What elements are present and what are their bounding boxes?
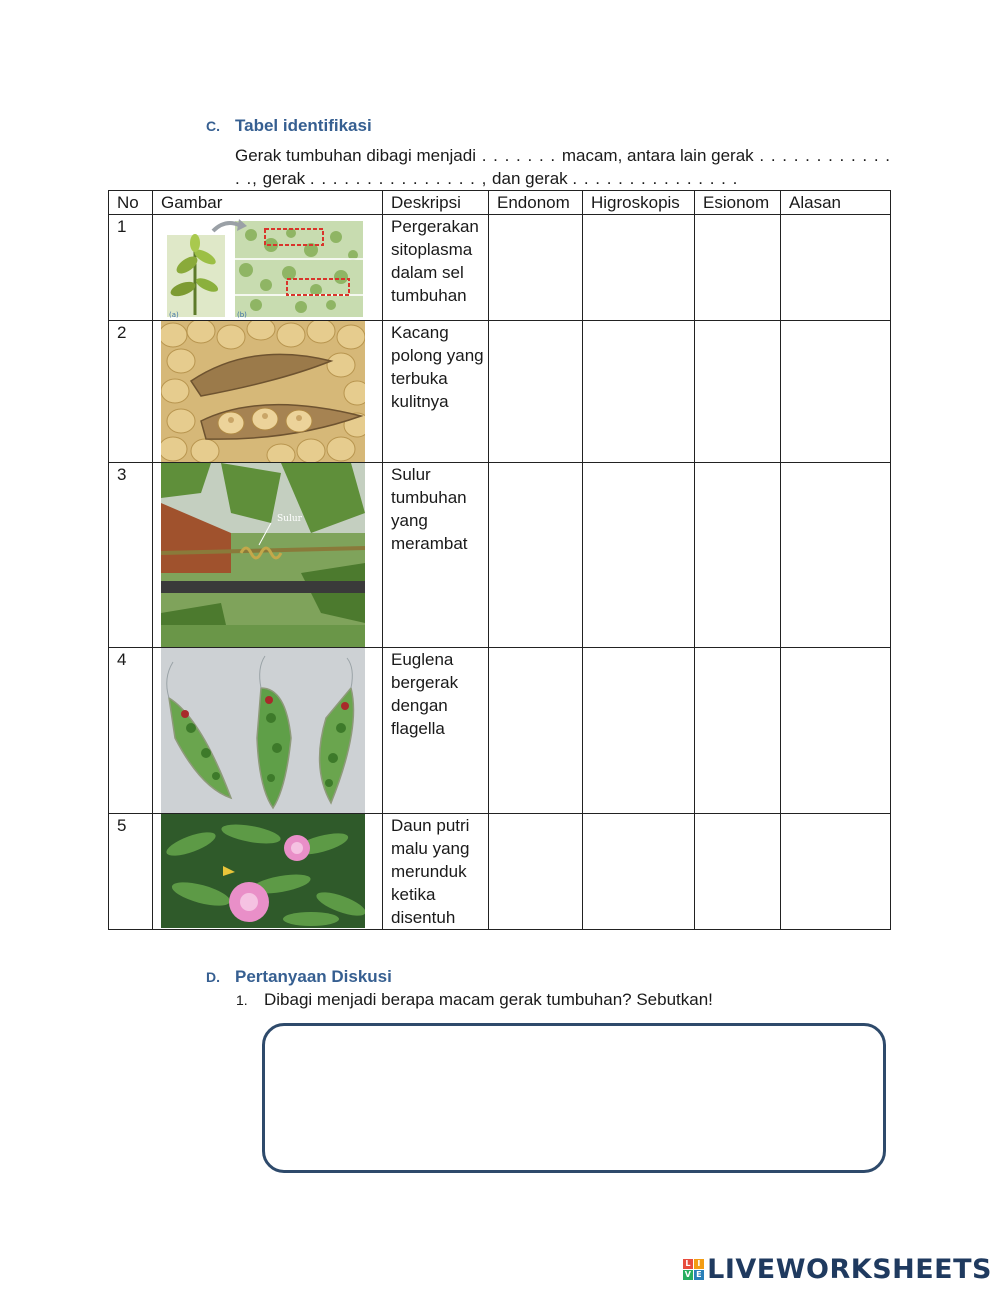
- row-no: 3: [109, 463, 153, 648]
- euglena-image: [161, 648, 365, 813]
- row-description: Sulur tumbuhan yang merambat: [383, 463, 489, 648]
- cytoplasm-streaming-image: [161, 215, 365, 319]
- row-image-cell: [153, 215, 383, 321]
- sulur-label: Sulur: [277, 514, 302, 524]
- table-header-row: [109, 191, 891, 215]
- header-higroskopis: Higroskopis: [583, 191, 695, 215]
- mimosa-image: [161, 814, 365, 928]
- cell-endonom[interactable]: [489, 814, 583, 930]
- header-deskripsi: Deskripsi: [383, 191, 489, 215]
- header-gambar: Gambar: [153, 191, 383, 215]
- row-description: Pergerakan sitoplasma dalam sel tumbuhan: [383, 215, 489, 321]
- cell-higroskopis[interactable]: [583, 463, 695, 648]
- cell-endonom[interactable]: [489, 463, 583, 648]
- row-description: Euglena bergerak dengan flagella: [383, 648, 489, 814]
- intro-text-4: dan gerak: [487, 169, 573, 188]
- row-image-cell: [153, 321, 383, 463]
- intro-blank-3[interactable]: . . . . . . . . . . . . . . . ,: [309, 169, 488, 188]
- cell-endonom[interactable]: [489, 648, 583, 814]
- table-row: [109, 321, 891, 463]
- table-row: [109, 814, 891, 930]
- liveworksheets-logo: [683, 1254, 992, 1285]
- cell-alasan[interactable]: [781, 321, 891, 463]
- cell-alasan[interactable]: [781, 215, 891, 321]
- cell-esionom[interactable]: [695, 648, 781, 814]
- cell-higroskopis[interactable]: [583, 648, 695, 814]
- label-b: (b): [237, 311, 247, 319]
- row-no: 1: [109, 215, 153, 321]
- table-row: [109, 648, 891, 814]
- row-image-cell: [153, 648, 383, 814]
- row-no: 2: [109, 321, 153, 463]
- row-no: 5: [109, 814, 153, 930]
- section-c-letter: C.: [206, 118, 220, 134]
- logo-letter-e: E: [694, 1270, 704, 1280]
- section-d-heading: [206, 967, 392, 987]
- cell-higroskopis[interactable]: [583, 321, 695, 463]
- cell-alasan[interactable]: [781, 463, 891, 648]
- logo-letter-l: L: [683, 1259, 693, 1269]
- table-row: [109, 215, 891, 321]
- section-d-letter: D.: [206, 969, 220, 985]
- answer-box-1[interactable]: [262, 1023, 886, 1173]
- section-c-intro: [235, 144, 895, 190]
- cell-higroskopis[interactable]: [583, 814, 695, 930]
- intro-text-3: gerak: [257, 169, 310, 188]
- row-no: 4: [109, 648, 153, 814]
- cell-esionom[interactable]: [695, 814, 781, 930]
- row-image-cell: [153, 463, 383, 648]
- cell-alasan[interactable]: [781, 814, 891, 930]
- intro-text-1: Gerak tumbuhan dibagi menjadi: [235, 146, 476, 165]
- question-1-text: Dibagi menjadi berapa macam gerak tumbuhan? Sebutkan!: [264, 990, 713, 1009]
- row-image-cell: [153, 814, 383, 930]
- cell-higroskopis[interactable]: [583, 215, 695, 321]
- section-d-title: Pertanyaan Diskusi: [235, 967, 392, 986]
- header-esionom: Esionom: [695, 191, 781, 215]
- table-row: [109, 463, 891, 648]
- header-no: No: [109, 191, 153, 215]
- liveworksheets-logo-icon: [683, 1259, 704, 1280]
- cell-esionom[interactable]: [695, 463, 781, 648]
- intro-blank-4[interactable]: . . . . . . . . . . . . . . .: [572, 169, 739, 188]
- liveworksheets-wordmark: LIVEWORKSHEETS: [707, 1254, 992, 1285]
- question-1: [236, 990, 713, 1010]
- row-description: Daun putri malu yang merunduk ketika disentuh: [383, 814, 489, 930]
- header-alasan: Alasan: [781, 191, 891, 215]
- intro-text-2: macam, antara lain gerak: [561, 146, 754, 165]
- cell-alasan[interactable]: [781, 648, 891, 814]
- logo-letter-i: I: [694, 1259, 704, 1269]
- cell-esionom[interactable]: [695, 321, 781, 463]
- label-a: (a): [169, 311, 179, 319]
- climbing-tendril-image: [161, 463, 365, 647]
- section-c-title: Tabel identifikasi: [235, 116, 372, 135]
- intro-blank-1[interactable]: . . . . . . .: [475, 146, 562, 165]
- row-description: Kacang polong yang terbuka kulitnya: [383, 321, 489, 463]
- question-1-number: 1.: [236, 992, 248, 1008]
- logo-letter-v: V: [684, 1270, 692, 1279]
- identification-table: [108, 190, 891, 930]
- section-c-heading: [206, 116, 372, 136]
- cell-esionom[interactable]: [695, 215, 781, 321]
- header-endonom: Endonom: [489, 191, 583, 215]
- intro-blank-2[interactable]: . . . . . . . . . . . . . .,: [235, 146, 892, 188]
- open-pea-pod-image: [161, 321, 365, 462]
- cell-endonom[interactable]: [489, 321, 583, 463]
- cell-endonom[interactable]: [489, 215, 583, 321]
